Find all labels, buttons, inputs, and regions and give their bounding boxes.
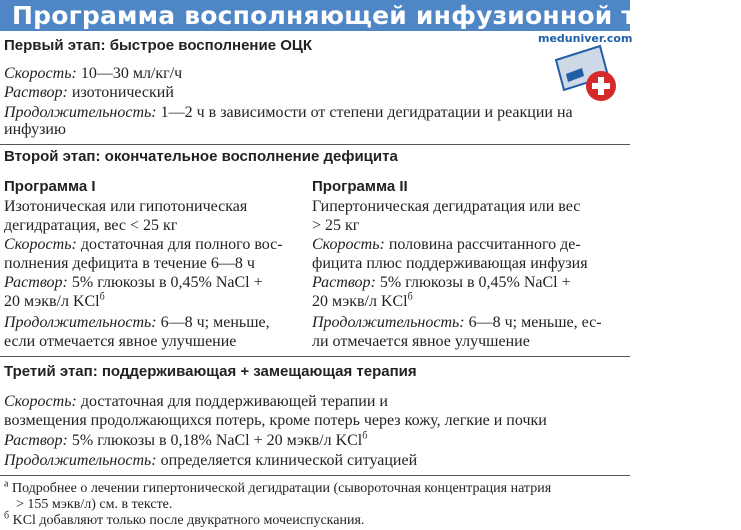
program2-speed-cont: фицита плюс поддерживающая инфузия	[312, 255, 588, 272]
stage1-duration-cont: инфузию	[4, 121, 66, 138]
stage3-speed: Скорость: достаточная для поддерживающей терапии и	[4, 393, 388, 410]
stage3-duration: Продолжительность: определяется клинической ситуацией	[4, 452, 418, 469]
program1-duration-cont: если отмечается явное улучшение	[4, 333, 237, 350]
program2-duration-cont: ли отмечается явное улучшение	[312, 333, 530, 350]
program1-title: Программа I	[4, 178, 96, 195]
stage3-solution: Раствор: 5% глюкозы в 0,18% NaCl + 20 мэкв/л KCl$^б$	[4, 430, 368, 449]
program1-speed-cont: полнения дефицита в течение 6—8 ч	[4, 255, 255, 272]
stage1-section	[0, 37, 630, 55]
footnote-b: $^б$ KCl добавляют только после двукратного мочеиспускания.	[4, 510, 365, 528]
program1-solution: Раствор: 5% глюкозы в 0,45% NaCl +	[4, 274, 263, 291]
watermark-text: meduniver.com	[538, 32, 633, 45]
program2-solution: Раствор: 5% глюкозы в 0,45% NaCl +	[312, 274, 571, 291]
stage1-header: Первый этап: быстрое восполнение ОЦК	[4, 37, 312, 54]
footnote-a: $^а$ Подробнее о лечении гипертонической дегидратации (сывороточная концентрация натрия	[4, 478, 552, 496]
stage2-section	[0, 148, 630, 166]
program1-speed: Скорость: достаточная для полного вос-	[4, 236, 283, 253]
program2-title: Программа II	[312, 178, 408, 195]
program1-desc-cont: дегидратация, вес < 25 кг	[4, 217, 178, 234]
program1-solution-cont: 20 мэкв/л KCl$^б$	[4, 291, 105, 310]
stage1-duration: Продолжительность: 1—2 ч в зависимости от степени дегидратации и реакции на	[4, 104, 573, 121]
stage2-header: Второй этап: окончательное восполнение дефицита	[4, 148, 398, 165]
program2-duration: Продолжительность: 6—8 ч; меньше, ес-	[312, 314, 602, 331]
stage1-solution: Раствор: изотонический	[4, 84, 174, 101]
program2-speed: Скорость: половина рассчитанного де-	[312, 236, 581, 253]
title-banner	[0, 0, 741, 31]
stage3-header: Третий этап: поддерживающая + замещающая терапия	[4, 363, 417, 380]
program2-desc: Гипертоническая дегидратация или вес	[312, 198, 581, 215]
page-title: Программа восполняющей инфузионной терапии	[12, 1, 741, 30]
divider	[0, 144, 630, 145]
footnote-a-cont: > 155 мэкв/л) см. в тексте.	[16, 497, 173, 512]
stage1-speed: Скорость: 10—30 мл/кг/ч	[4, 65, 183, 82]
divider	[0, 475, 630, 476]
stage3-speed-cont: возмещения продолжающихся потерь, кроме потерь через кожу, легкие и почки	[4, 412, 547, 429]
program2-solution-cont: 20 мэкв/л KCl$^б$	[312, 291, 413, 310]
program2-desc-cont: > 25 кг	[312, 217, 360, 234]
stage3-section	[0, 363, 630, 381]
program1-desc: Изотоническая или гипотоническая	[4, 198, 248, 215]
divider	[0, 356, 630, 357]
program1-duration: Продолжительность: 6—8 ч; меньше,	[4, 314, 270, 331]
